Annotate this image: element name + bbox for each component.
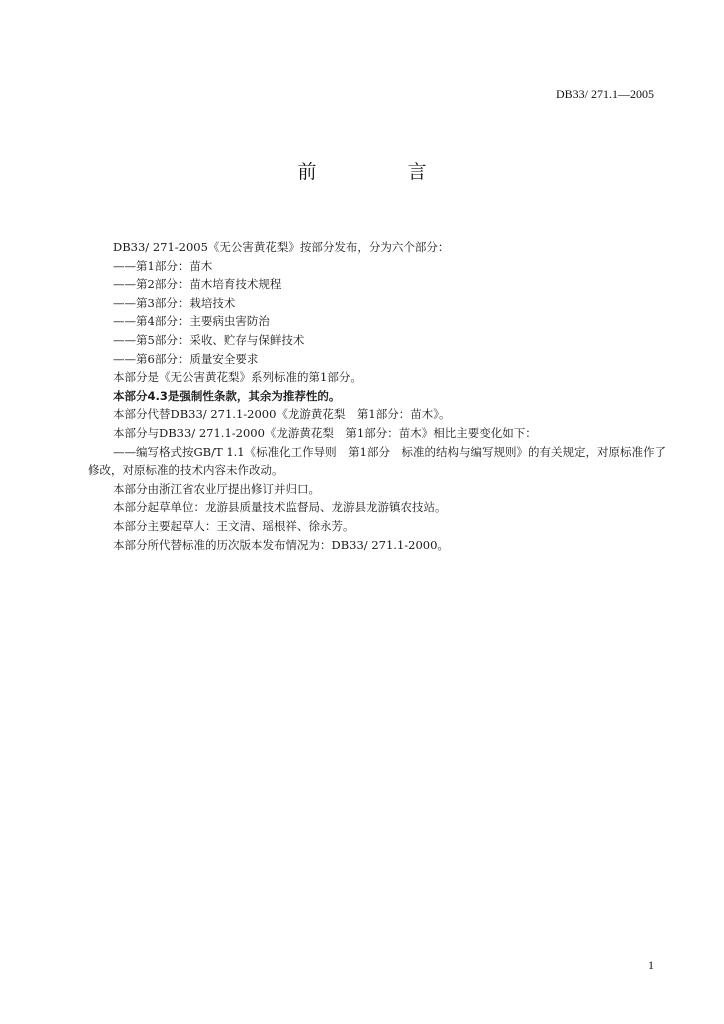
list-item-part-1: ——第1部分：苗木 bbox=[113, 258, 213, 273]
paragraph-proposer: 本部分由浙江省农业厅提出修订并归口。 bbox=[113, 481, 320, 496]
list-item-part-2: ——第2部分：苗木培育技术规程 bbox=[113, 277, 282, 292]
foreword-body bbox=[88, 238, 668, 554]
page-number: 1 bbox=[648, 958, 654, 972]
standard-code: DB33/ 271.1—2005 bbox=[555, 87, 654, 101]
paragraph-history: 本部分所代替标准的历次版本发布情况为：DB33/ 271.1-2000。 bbox=[113, 537, 449, 552]
paragraph-drafters: 本部分主要起草人：王文清、瑶根祥、徐永芳。 bbox=[113, 518, 355, 533]
paragraph-intro: DB33/ 271-2005《无公害黄花梨》按部分发布，分为六个部分： bbox=[113, 240, 450, 254]
paragraph-changes: 本部分与DB33/ 271.1-2000《龙游黄花梨 第1部分：苗木》相比主要变化如下： bbox=[113, 425, 537, 440]
paragraph-series: 本部分是《无公害黄花梨》系列标准的第1部分。 bbox=[113, 370, 362, 385]
list-item-part-6: ——第6部分：质量安全要求 bbox=[113, 351, 259, 366]
list-item-part-4: ——第4部分：主要病虫害防治 bbox=[113, 314, 270, 329]
paragraph-format-change: ——编写格式按GB/T 1.1《标准化工作导则 第1部分 标准的结构与编写规则》的有关规定，对原标准作了修改，对原标准的技术内容未作改动。 bbox=[88, 444, 666, 478]
paragraph-drafting-units: 本部分起草单位：龙游县质量技术监督局、龙游县龙游镇农技站。 bbox=[113, 500, 447, 515]
paragraph-mandatory: 本部分4.3是强制性条款，其余为推荐性的。 bbox=[113, 388, 341, 403]
list-item-part-5: ——第5部分：采收、贮存与保鲜技术 bbox=[113, 332, 305, 347]
page-title: 前 言 bbox=[297, 161, 463, 183]
list-item-part-3: ——第3部分：栽培技术 bbox=[113, 295, 236, 310]
paragraph-replaces: 本部分代替DB33/ 271.1-2000《龙游黄花梨 第1部分：苗木》。 bbox=[113, 407, 451, 422]
